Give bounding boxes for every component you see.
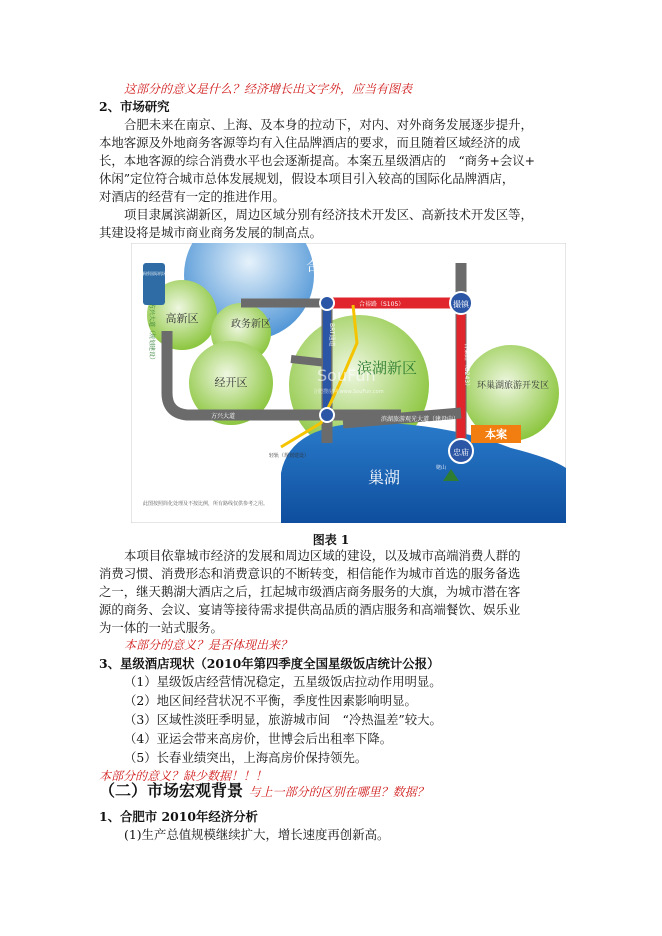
label-huanchao: 环巢湖旅游开发区 (477, 381, 550, 391)
para1-line-5: 对酒店的经营有一定的推进作用。 (99, 189, 285, 204)
macro-background-heading (99, 780, 429, 803)
airport-label: 新桥国际机场 (142, 271, 166, 276)
label-binhu: 滨湖新区 (357, 359, 418, 377)
label-zhongmiao: 忠庙 (453, 448, 469, 457)
airport-tag (143, 263, 165, 305)
label-hechao-road: 合巢路（G243） (463, 343, 470, 390)
section-1-heading: 1、合肥市 2010年经济分析 (99, 809, 258, 824)
label-brt: BRT通道 (328, 323, 335, 347)
review-note-2: 本部分的意义？是否体现出来？ (124, 638, 293, 652)
label-binhu-ave: 滨湖旅游观光大道（建设中） (381, 416, 460, 423)
para2-line-2: 其建设将是城市商业商务发展的制高点。 (99, 225, 323, 240)
list-item-2: （2）地区间经营状况不平衡，季度性因素影响明显。 (124, 693, 417, 708)
label-gaoxin: 高新区 (165, 312, 199, 325)
label-mountain: 姥山 (436, 465, 447, 471)
para3-line-1: 本项目依靠城市经济的发展和周边区域的建设，以及城市高端消费人群的 (124, 548, 521, 563)
list-item-3: （3）区域性淡旺季明显，旅游城市间 “冷热温差”较大。 (124, 712, 442, 727)
map-disclaimer: 此图按照简化处理及不按比例，所有路线仅供参考之用。 (143, 501, 269, 507)
para1-line-4: 休闲”定位符合城市总体发展规划，假设本项目引入较高的国际化品牌酒店， (99, 171, 515, 186)
junction-node-west (320, 296, 334, 310)
label-fangxing-h: 方兴大道 (211, 413, 236, 420)
section-3-heading: 3、星级酒店现状（2010年第四季度全国星级饭店统计公报） (99, 656, 440, 671)
figure-caption: 图表 1 (312, 533, 350, 547)
review-note-4: 与上一部分的区别在哪里？数据？ (248, 785, 429, 799)
para3-line-5: 为一体的一站式服务。 (99, 620, 223, 635)
section-2-heading: 2、市场研究 (99, 99, 170, 114)
label-benan: 本案 (485, 428, 507, 441)
para1-line-3: 长，本地客源的综合消费水平也会逐渐提高。本案五星级酒店的 “商务+会议+ (99, 153, 535, 168)
junction-node-south (320, 408, 334, 422)
label-metro: 轻轨（规划建设） (269, 453, 310, 459)
para3-line-2: 消费习惯、消费形态和消费意识的不断转变，相信能作为城市首选的服务备选 (99, 566, 521, 581)
location-map (131, 243, 566, 523)
para3-line-3: 之一，继天鹅湖大酒店之后，扛起城市级酒店商务服务的大旗，为城市潜在客 (99, 584, 521, 599)
item-1: (1)生产总值规模继续扩大，增长速度再创新高。 (124, 827, 390, 842)
link-road (291, 359, 327, 363)
label-yuzhen: 撮镇 (453, 300, 469, 309)
review-note-3: 本部分的意义？缺少数据！！！ (99, 769, 268, 783)
para1-line-2: 本地客源及外地商务客源等均有入住品牌酒店的要求，而且随着区域经济的成 (99, 135, 521, 150)
review-note-1: 这部分的意义是什么？经济增长出文字外，应当有图表 (124, 82, 413, 96)
para3-line-4: 源的商务、会议、宴请等接待需求提供高品质的酒店服务和高端餐饮、娱乐业 (99, 602, 521, 617)
watermark-sub: 合肥搜房网 www.SouFun.com (313, 389, 384, 395)
para2-line-1: 项目隶属滨湖新区，周边区域分别有经济技术开发区、高新技术开发区等， (124, 207, 533, 222)
label-old-city: 合肥老城区 (306, 259, 376, 275)
list-item-1: （1）星级饭店经营情况稳定，五星级饭店拉动作用明显。 (124, 674, 442, 689)
list-item-4: （4）亚运会带来高房价，世博会后出租率下降。 (124, 731, 393, 746)
para1-line-1: 合肥未来在南京、上海、及本身的拉动下，对内、对外商务发展逐步提升， (124, 117, 533, 132)
label-zhengwu: 政务新区 (231, 319, 271, 330)
label-chaohu: 巢湖 (368, 468, 401, 487)
macro-heading-title: （二）市场宏观背景 (99, 781, 244, 800)
label-fangxing-v: 方兴大道（规划建设） (148, 303, 155, 364)
watermark: SouFun (317, 366, 376, 385)
label-jingkai: 经开区 (214, 376, 248, 389)
list-item-5: （5）长春业绩突出，上海高房价保持领先。 (124, 750, 368, 765)
label-hefu-road: 合裕路（S105） (359, 301, 405, 308)
